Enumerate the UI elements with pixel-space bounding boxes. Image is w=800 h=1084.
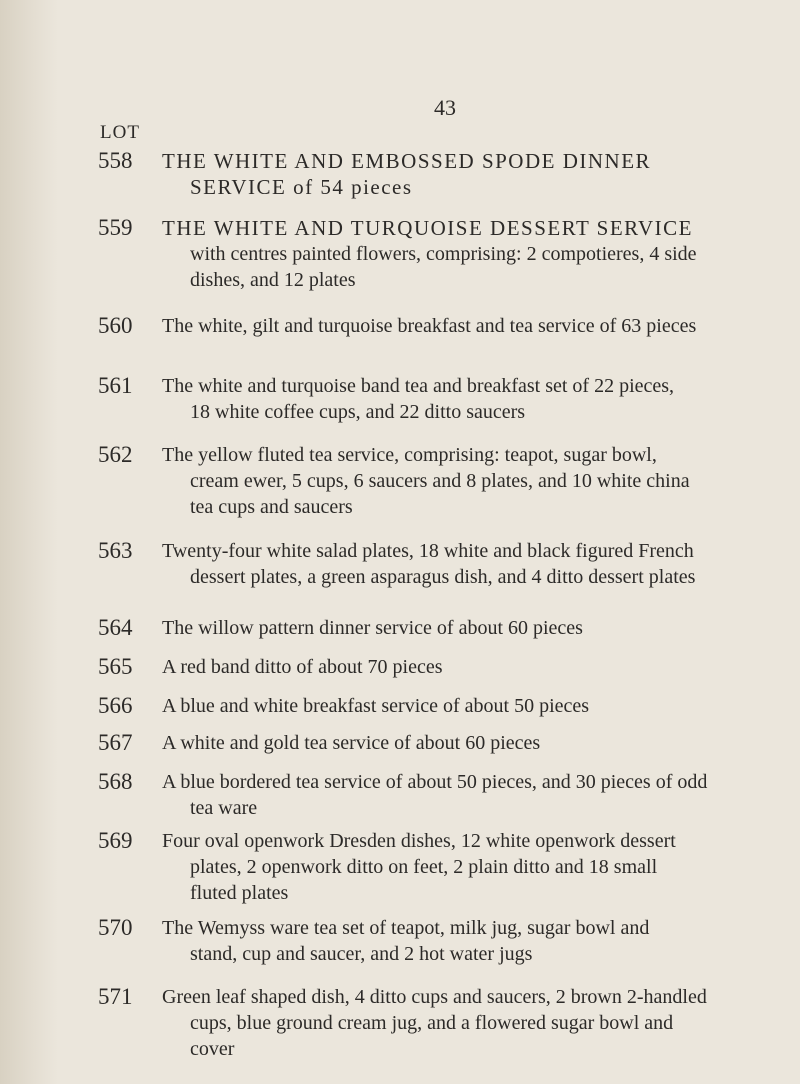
description-line: The yellow fluted tea service, comprising: teapot, sugar bowl, [162, 444, 657, 466]
lot-description [162, 615, 782, 641]
description-line: cups, blue ground cream jug, and a flowered sugar bowl and [190, 1012, 674, 1034]
lot-description [162, 984, 782, 1062]
lot-number: 570 [98, 915, 133, 940]
lot-description [162, 313, 782, 339]
lot-number: 571 [98, 984, 133, 1009]
lot-number: 563 [98, 538, 133, 563]
lot-number: 559 [98, 215, 133, 240]
lot-description [162, 442, 782, 520]
lot-number: 569 [98, 828, 133, 853]
description-line: THE WHITE AND TURQUOISE DESSERT SERVICE [162, 216, 693, 240]
lot-number: 567 [98, 730, 133, 755]
lot-number: 558 [98, 148, 133, 173]
page-binding-edge [0, 0, 58, 1084]
description-line: fluted plates [190, 882, 289, 904]
description-line: cover [190, 1038, 235, 1060]
lot-description [162, 148, 782, 200]
description-line: Four oval openwork Dresden dishes, 12 white openwork dessert [162, 830, 676, 852]
lot-description [162, 769, 782, 821]
description-line: The white, gilt and turquoise breakfast and tea service of 63 pieces [162, 315, 697, 337]
description-line: A red band ditto of about 70 pieces [162, 656, 443, 678]
description-line: tea cups and saucers [190, 496, 353, 518]
description-line: The willow pattern dinner service of about 60 pieces [162, 617, 583, 639]
lot-number: 564 [98, 615, 133, 640]
lot-description [162, 693, 782, 719]
lot-description [162, 373, 782, 425]
description-line: SERVICE of 54 pieces [190, 175, 413, 199]
lot-column-header: LOT [100, 122, 140, 143]
lot-number: 561 [98, 373, 133, 398]
description-line: cream ewer, 5 cups, 6 saucers and 8 plates, and 10 white china [190, 470, 690, 492]
lot-number: 562 [98, 442, 133, 467]
description-line: The white and turquoise band tea and breakfast set of 22 pieces, [162, 375, 675, 397]
lot-description [162, 654, 782, 680]
description-line: tea ware [190, 797, 258, 819]
description-line: with centres painted flowers, comprising: 2 compotieres, 4 side [190, 243, 697, 265]
lot-description [162, 730, 782, 756]
description-line: Green leaf shaped dish, 4 ditto cups and saucers, 2 brown 2-handled [162, 986, 707, 1008]
description-line: stand, cup and saucer, and 2 hot water jugs [190, 943, 533, 965]
lot-description [162, 828, 782, 906]
lot-number: 566 [98, 693, 133, 718]
description-line: A blue and white breakfast service of about 50 pieces [162, 695, 590, 717]
description-line: dishes, and 12 plates [190, 269, 356, 291]
description-line: 18 white coffee cups, and 22 ditto saucers [190, 401, 526, 423]
description-line: Twenty-four white salad plates, 18 white and black figured French [162, 540, 694, 562]
description-line: plates, 2 openwork ditto on feet, 2 plain ditto and 18 small [190, 856, 658, 878]
lot-description [162, 538, 782, 590]
description-line: A blue bordered tea service of about 50 pieces, and 30 pieces of odd [162, 771, 708, 793]
lot-number: 568 [98, 769, 133, 794]
description-line: THE WHITE AND EMBOSSED SPODE DINNER [162, 149, 652, 173]
lot-number: 560 [98, 313, 133, 338]
description-line: The Wemyss ware tea set of teapot, milk jug, sugar bowl and [162, 917, 650, 939]
description-line: A white and gold tea service of about 60 pieces [162, 732, 541, 754]
description-line: dessert plates, a green asparagus dish, and 4 ditto dessert plates [190, 566, 696, 588]
lot-number: 565 [98, 654, 133, 679]
lot-description [162, 215, 782, 293]
lot-description [162, 915, 782, 967]
page-number: 43 [434, 95, 456, 120]
